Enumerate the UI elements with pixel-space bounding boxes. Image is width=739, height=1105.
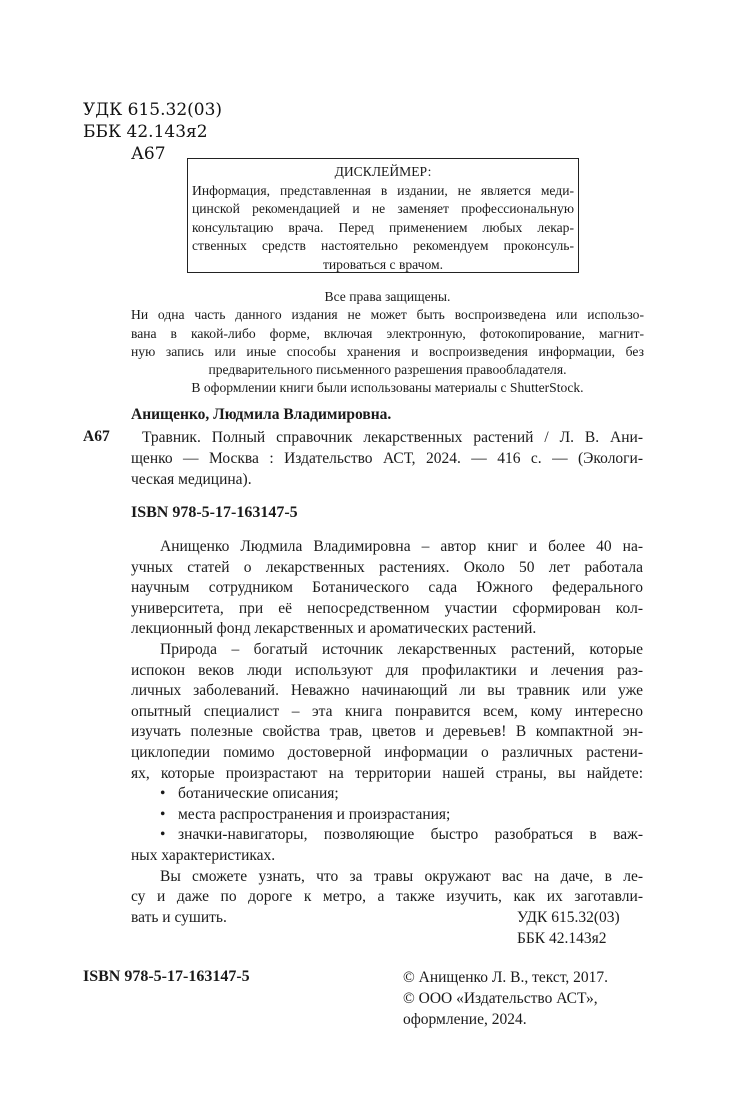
disclaimer-box [187,158,579,273]
rights-line: В оформлении книги были использованы материалы с ShutterStock. [191,380,584,396]
bbk-code: ББК 42.143я2 [517,930,607,947]
classification-codes-top [83,99,222,165]
annotation-line: университета, при её непосредственном участии сформирован кол- [131,599,643,617]
annotation-line: Анищенко Людмила Владимировна – автор книг и более 40 на- [160,538,643,555]
rights-title: Все права защищены. [324,289,451,304]
disclaimer-title: ДИСКЛЕЙМЕР: [334,164,432,179]
catalog-line: щенко — Москва : Издательство АСТ, 2024. — 416 с. — (Экологи- [131,450,643,467]
isbn-footer: ISBN 978-5-17-163147-5 [83,968,250,985]
disclaimer-line: консультацию врача. Перед применением любых лекар- [192,219,574,235]
rights-line: ную запись или иные способы хранения и воспроизведения информации, без [131,343,644,359]
copyright-block [403,967,608,1030]
author-mark: А67 [131,144,166,164]
isbn-catalog: ISBN 978-5-17-163147-5 [131,504,298,521]
disclaimer-line: ственных средств настоятельно рекомендуем проконсуль- [192,238,574,254]
annotation-line: испокон веков люди используют для профилактики и лечения раз- [131,661,643,679]
annotation [131,537,643,928]
annotation-line: изучать полезные свойства трав, цветов и деревьев! В компактной эн- [131,723,643,741]
disclaimer-line: цинской рекомендацией и не заменяет профессиональную [192,201,574,217]
annotation-line: учных статей о лекарственных растениях. Около 50 лет работала [131,558,643,576]
annotation-line: ях, которые произрастают на территории нашей страны, вы найдете: [131,764,643,782]
bullet-text: места распространения и произрастания; [178,805,451,823]
copyright-line: © ООО «Издательство АСТ», [403,990,598,1007]
udk-code: УДК 615.32(03) [83,100,223,120]
annotation-line: ных характеристиках. [131,846,276,864]
classification-codes-bottom [517,907,620,949]
udk-code: УДК 615.32(03) [517,909,620,926]
bullet-icon: • [160,826,166,844]
bullet-icon: • [160,805,166,823]
bbk-code: ББК 42.143я2 [83,122,208,142]
annotation-line: вать и сушить. [131,908,227,926]
rights-line: вана в какой-либо форме, включая электронную, фотокопирование, магнит- [131,325,644,341]
bullet-icon: • [160,785,166,803]
copyright-line: оформление, 2024. [403,1011,527,1028]
annotation-line: личных заболеваний. Неважно начинающий ли вы травник или уже [131,682,643,700]
catalog-line: Травник. Полный справочник лекарственных растений / Л. В. Ани- [142,429,643,446]
copyright-line: © Анищенко Л. В., текст, 2017. [403,969,609,986]
annotation-line: опытный специалист – эта книга понравится всем, кому интересно [131,702,643,720]
catalog-index: А67 [83,428,110,445]
catalog-author: Анищенко, Людмила Владимировна. [131,406,392,423]
catalog-line: ческая медицина). [131,471,252,488]
annotation-line: Природа – богатый источник лекарственных растений, которые [160,640,643,658]
catalog-description [131,427,643,490]
annotation-line: циклопедии помимо достоверной информации о различных растени- [131,743,643,761]
bullet-text: ботанические описания; [178,785,339,803]
annotation-line: лекционный фонд лекарственных и ароматических растений. [131,620,537,638]
rights-line: Ни одна часть данного издания не может быть воспроизведена или использо- [131,307,644,323]
annotation-line: су и даже по дороге к метро, а также изучить, как их заготавли- [131,888,643,906]
rights-notice [131,288,644,398]
disclaimer-line: Информация, представленная в издании, не является меди- [192,182,574,198]
rights-line: предварительного письменного разрешения правообладателя. [208,362,567,378]
annotation-line: Вы сможете узнать, что за травы окружают вас на даче, в ле- [160,867,643,885]
annotation-line: научным сотрудником Ботанического сада Южного федерального [131,579,643,597]
disclaimer-line: тироваться с врачом. [322,256,444,272]
bullet-item [131,825,643,846]
bullet-item [131,805,643,826]
bullet-item [131,784,643,805]
bullet-text: значки-навигаторы, позволяющие быстро разобраться в важ- [178,826,643,844]
